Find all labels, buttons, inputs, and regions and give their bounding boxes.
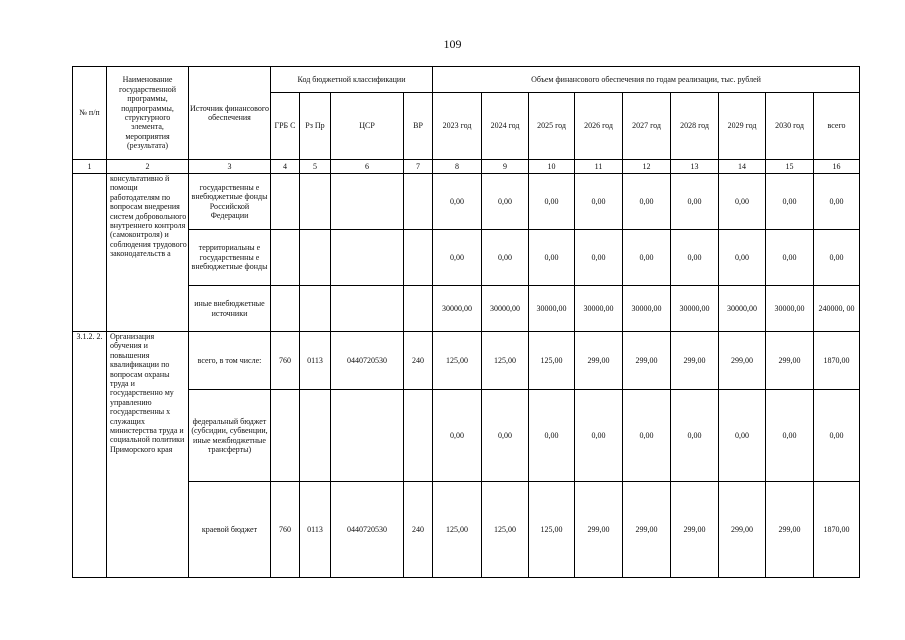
value-cell: 0,00: [482, 390, 529, 482]
col-number: 12: [623, 160, 671, 174]
value-cell: 0,00: [529, 390, 575, 482]
header-code-col: ЦСР: [331, 93, 404, 160]
value-cell: 0,00: [433, 390, 482, 482]
total-cell: 240000, 00: [814, 286, 860, 332]
table-row: [73, 332, 860, 390]
code-cell: [300, 286, 331, 332]
total-cell: 0,00: [814, 230, 860, 286]
code-cell: [271, 286, 300, 332]
header-year-col: 2025 год: [529, 93, 575, 160]
value-cell: 0,00: [719, 230, 766, 286]
value-cell: 0,00: [671, 174, 719, 230]
source-cell: иные внебюджетные источники: [189, 286, 271, 332]
source-cell: краевой бюджет: [189, 482, 271, 578]
header-year-col: 2024 год: [482, 93, 529, 160]
total-cell: 0,00: [814, 390, 860, 482]
col-number: 16: [814, 160, 860, 174]
header-num: № п/п: [73, 67, 107, 160]
source-cell: территориальны е государственны е внебюджетные фонды: [189, 230, 271, 286]
col-number: 9: [482, 160, 529, 174]
value-cell: 30000,00: [575, 286, 623, 332]
header-year-col: 2026 год: [575, 93, 623, 160]
col-number: 3: [189, 160, 271, 174]
budget-table: [72, 66, 860, 578]
row-num: [73, 174, 107, 332]
code-cell: [404, 174, 433, 230]
value-cell: 0,00: [623, 174, 671, 230]
header-year-col: 2028 год: [671, 93, 719, 160]
value-cell: 299,00: [671, 332, 719, 390]
col-number: 1: [73, 160, 107, 174]
header-volume-group: Объем финансового обеспечения по годам реализации, тыс. рублей: [433, 67, 860, 93]
value-cell: 299,00: [623, 482, 671, 578]
col-number: 10: [529, 160, 575, 174]
value-cell: 299,00: [671, 482, 719, 578]
value-cell: 0,00: [482, 174, 529, 230]
code-cell: [404, 230, 433, 286]
value-cell: 0,00: [433, 230, 482, 286]
header-code-col: Рз Пр: [300, 93, 331, 160]
value-cell: 0,00: [766, 390, 814, 482]
value-cell: 30000,00: [671, 286, 719, 332]
value-cell: 0,00: [433, 174, 482, 230]
value-cell: 30000,00: [433, 286, 482, 332]
value-cell: 0,00: [671, 230, 719, 286]
value-cell: 0,00: [623, 390, 671, 482]
col-number: 11: [575, 160, 623, 174]
code-cell: [331, 286, 404, 332]
header-code-group: Код бюджетной классификации: [271, 67, 433, 93]
value-cell: 30000,00: [719, 286, 766, 332]
col-number: 5: [300, 160, 331, 174]
value-cell: 0,00: [575, 174, 623, 230]
measure-name: консультативно й помощи работодателям по вопросам внедрения систем добровольного внутреннего контроля (самоконтроля) и соблюдения трудового законодательств а: [107, 174, 189, 332]
source-cell: государственны е внебюджетные фонды Российской Федерации: [189, 174, 271, 230]
total-cell: 1870,00: [814, 482, 860, 578]
code-cell: [331, 390, 404, 482]
code-cell: [271, 390, 300, 482]
value-cell: 299,00: [766, 482, 814, 578]
value-cell: 125,00: [433, 332, 482, 390]
value-cell: 0,00: [575, 230, 623, 286]
value-cell: 0,00: [529, 174, 575, 230]
header-year-col: всего: [814, 93, 860, 160]
value-cell: 0,00: [529, 230, 575, 286]
table-row: [73, 230, 860, 286]
value-cell: 30000,00: [482, 286, 529, 332]
code-cell: 240: [404, 482, 433, 578]
table-row: [73, 286, 860, 332]
code-cell: [331, 174, 404, 230]
header-year-col: 2027 год: [623, 93, 671, 160]
measure-name: Организация обучения и повышения квалификации по вопросам охраны труда и государственно му управлению государственны х служащих министерства труда и социальной политики Приморского края: [107, 332, 189, 578]
value-cell: 0,00: [482, 230, 529, 286]
code-cell: [404, 286, 433, 332]
code-cell: [404, 390, 433, 482]
total-cell: 1870,00: [814, 332, 860, 390]
value-cell: 125,00: [433, 482, 482, 578]
code-cell: 240: [404, 332, 433, 390]
code-cell: 0440720530: [331, 482, 404, 578]
value-cell: 0,00: [671, 390, 719, 482]
value-cell: 125,00: [482, 482, 529, 578]
code-cell: 760: [271, 332, 300, 390]
value-cell: 299,00: [766, 332, 814, 390]
col-number: 4: [271, 160, 300, 174]
code-cell: 0113: [300, 482, 331, 578]
value-cell: 0,00: [719, 174, 766, 230]
header-code-col: ГРБ С: [271, 93, 300, 160]
code-cell: 760: [271, 482, 300, 578]
value-cell: 0,00: [719, 390, 766, 482]
col-number: 8: [433, 160, 482, 174]
col-number: 7: [404, 160, 433, 174]
code-cell: [271, 230, 300, 286]
code-cell: 0113: [300, 332, 331, 390]
value-cell: 125,00: [529, 332, 575, 390]
header-source: Источник финансового обеспечения: [189, 67, 271, 160]
header-year-col: 2030 год: [766, 93, 814, 160]
header-code-col: ВР: [404, 93, 433, 160]
value-cell: 125,00: [482, 332, 529, 390]
col-number: 2: [107, 160, 189, 174]
value-cell: 0,00: [766, 230, 814, 286]
col-number: 6: [331, 160, 404, 174]
value-cell: 30000,00: [529, 286, 575, 332]
col-number: 14: [719, 160, 766, 174]
code-cell: [300, 174, 331, 230]
code-cell: [300, 390, 331, 482]
code-cell: [300, 230, 331, 286]
value-cell: 30000,00: [623, 286, 671, 332]
value-cell: 0,00: [623, 230, 671, 286]
col-number: 13: [671, 160, 719, 174]
source-cell: всего, в том числе:: [189, 332, 271, 390]
value-cell: 299,00: [719, 482, 766, 578]
page-number: 109: [443, 37, 462, 51]
value-cell: 30000,00: [766, 286, 814, 332]
col-number: 15: [766, 160, 814, 174]
source-cell: федеральный бюджет (субсидии, субвенции, иные межбюджетные трансферты): [189, 390, 271, 482]
table-row: [73, 174, 860, 230]
value-cell: 299,00: [575, 332, 623, 390]
table-row: [73, 482, 860, 578]
row-num: 3.1.2. 2.: [73, 332, 107, 578]
value-cell: 125,00: [529, 482, 575, 578]
total-cell: 0,00: [814, 174, 860, 230]
table-row: [73, 390, 860, 482]
code-cell: [271, 174, 300, 230]
value-cell: 299,00: [623, 332, 671, 390]
code-cell: 0440720530: [331, 332, 404, 390]
header-year-col: 2023 год: [433, 93, 482, 160]
value-cell: 0,00: [575, 390, 623, 482]
header-year-col: 2029 год: [719, 93, 766, 160]
value-cell: 299,00: [719, 332, 766, 390]
value-cell: 299,00: [575, 482, 623, 578]
code-cell: [331, 230, 404, 286]
value-cell: 0,00: [766, 174, 814, 230]
header-name: Наименование государственной программы, подпрограммы, структурного элемента, мероприятия (результата): [107, 67, 189, 160]
